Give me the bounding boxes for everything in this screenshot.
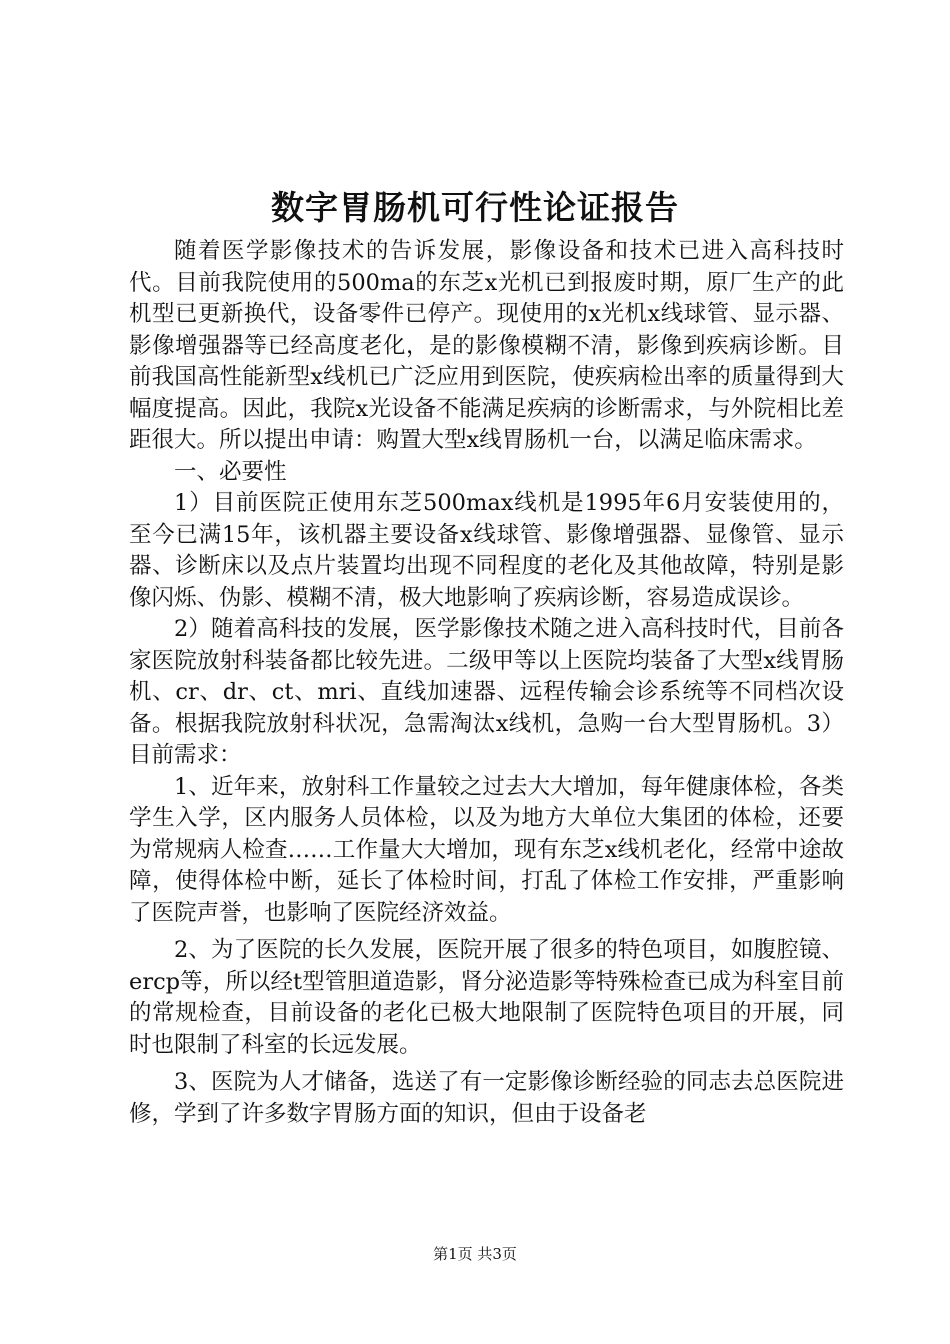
page-footer: 第1页 共3页 xyxy=(433,1245,517,1263)
paragraph-need-1: 1、近年来，放射科工作量较之过去大大增加，每年健康体检，各类学生入学，区内服务人员体检，以及为地方大单位大集团的体检，还要为常规病人检查……工作量大大增加，现有东芝x线机老化，经常中途故障，使得体检中断，延长了体检时间，打乱了体检工作安排，严重影响了医院声誉，也影响了医院经济效益。 xyxy=(129,773,844,926)
paragraph-need-3: 3、医院为人才储备，选送了有一定影像诊断经验的同志去总医院进修，学到了许多数字胃肠方面的知识，但由于设备老 xyxy=(129,1069,844,1127)
document-title: 数字胃肠机可行性论证报告 xyxy=(271,188,679,227)
section-heading-necessity: 一、必要性 xyxy=(174,458,287,485)
document-body xyxy=(129,236,844,1130)
paragraph-point-1: 1）目前医院正使用东芝500max线机是1995年6月安装使用的，至今已满15年，该机器主要设备x线球管、影像增强器、显像管、显示器、诊断床以及点片装置均出现不同程度的老化及其他故障，特别是影像闪烁、伪影、模糊不清，极大地影响了疾病诊断，容易造成误诊。 xyxy=(129,490,844,611)
paragraph-point-2: 2）随着高科技的发展，医学影像技术随之进入高科技时代，目前各家医院放射科装备都比较先进。二级甲等以上医院均装备了大型x线胃肠机、cr、dr、ct、mri、直线加速器、远程传输会诊系统等不同档次设备。根据我院放射科状况，急需淘汰x线机，急购一台大型胃肠机。3）目前需求： xyxy=(129,616,844,768)
paragraph-intro: 随着医学影像技术的告诉发展，影像设备和技术已进入高科技时代。目前我院使用的500ma的东芝x光机已到报废时期，原厂生产的此机型已更新换代，设备零件已停产。现使用的x光机x线球管、显示器、影像增强器等已经高度老化，是的影像模糊不清，影像到疾病诊断。目前我国高性能新型x线机已广泛应用到医院，使疾病检出率的质量得到大幅度提高。因此，我院x光设备不能满足疾病的诊断需求，与外院相比差距很大。所以提出申请：购置大型x线胃肠机一台，以满足临床需求。 xyxy=(129,238,844,453)
paragraph-need-2: 2、为了医院的长久发展，医院开展了很多的特色项目，如腹腔镜、ercp等，所以经t型管胆道造影，肾分泌造影等特殊检查已成为科室目前的常规检查，目前设备的老化已极大地限制了医院特色项目的开展，同时也限制了科室的长远发展。 xyxy=(129,937,844,1058)
